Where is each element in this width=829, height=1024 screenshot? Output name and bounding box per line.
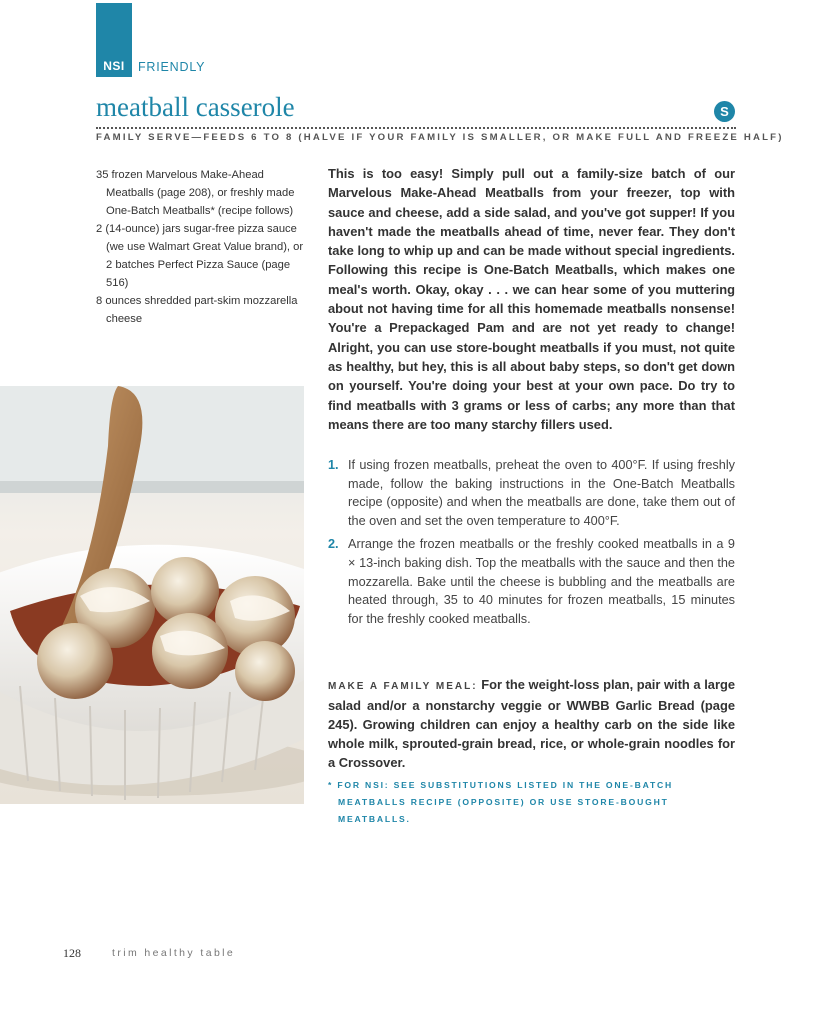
book-title: trim healthy table <box>112 947 236 959</box>
serving-info: FAMILY SERVE—FEEDS 6 TO 8 (HALVE IF YOUR FAMILY IS SMALLER, OR MAKE FULL AND FREEZE HALF) <box>96 132 784 143</box>
intro-paragraph: This is too easy! Simply pull out a family-size batch of our Marvelous Make-Ahead Meatballs from your freezer, top with sauce and cheese, add a side salad, and you've got supper! If you haven't made the meatballs ahead of time, never fear. They don't take long to whip up and can be made without special ingredients. Following this recipe is One-Batch Meatballs, which makes one meal's worth. Okay, okay . . . we can hear some of you muttering about not having time for all this homemade meatballs nonsense! You're a Prepackaged Pam and are not yet ready to change! Alright, you can use store-bought meatballs if you must, not quite as healthy, but hey, this is all about baby steps, so don't get down on yourself. You're doing your best at your own pace. Do try to find meatballs with 3 grams or less of carbs; any more than that means there are too many starchy fillers used. <box>328 166 735 432</box>
step-item <box>328 456 735 530</box>
recipe-title: meatball casserole <box>96 92 295 122</box>
nsi-tab-label: NSI <box>103 59 125 73</box>
family-meal-text: For the weight-loss plan, pair with a large salad and/or a nonstarchy veggie or WWBB Garlic Bread (page 245). Growing children can enjoy a healthy carb on the side like whole milk, sprouted-grain bread, rice, or whole-grain noodles for a Crossover. <box>328 677 735 770</box>
step-item <box>328 535 735 628</box>
ingredient-item: 2 (14-ounce) jars sugar-free pizza sauce (we use Walmart Great Value brand), or 2 batches Perfect Pizza Sauce (page 516) <box>96 223 304 289</box>
ingredient-item: 8 ounces shredded part-skim mozzarella cheese <box>96 295 298 325</box>
step-number: 1. <box>328 458 339 472</box>
dotted-divider <box>96 127 736 129</box>
s-fuel-badge: S <box>714 101 735 122</box>
nsi-footnote: * FOR NSI: SEE SUBSTITUTIONS LISTED IN THE ONE-BATCH MEATBALLS RECIPE (OPPOSITE) OR USE STORE-BOUGHT MEATBALLS. <box>328 780 674 824</box>
step-number: 2. <box>328 537 339 552</box>
step-text: Arrange the frozen meatballs or the freshly cooked meatballs in a 9 × 13-inch baking dish. Top the meatballs with the sauce and then the mozzarella. Bake until the cheese is bubbling and the meatballs are heated through, 35 to 40 minutes for frozen meatballs, 15 minutes for the freshly cooked meatballs. <box>348 537 735 626</box>
casserole-photo <box>0 386 304 804</box>
family-meal-tip <box>328 675 735 772</box>
instruction-steps <box>328 456 735 633</box>
ingredient-list <box>96 166 306 328</box>
ingredient-item: 35 frozen Marvelous Make-Ahead Meatballs (page 208), or freshly made One-Batch Meatballs* (recipe follows) <box>96 169 295 217</box>
nsi-tab <box>96 3 132 77</box>
friendly-label: FRIENDLY <box>138 60 206 74</box>
page-number: 128 <box>63 946 81 960</box>
family-meal-label: MAKE A FAMILY MEAL: <box>328 681 478 692</box>
step-text: If using frozen meatballs, preheat the oven to 400°F. If using freshly made, follow the baking instructions in the One-Batch Meatballs recipe (opposite) and when the meatballs are done, take them out of the oven and set the oven temperature to 400°F. <box>348 458 735 528</box>
